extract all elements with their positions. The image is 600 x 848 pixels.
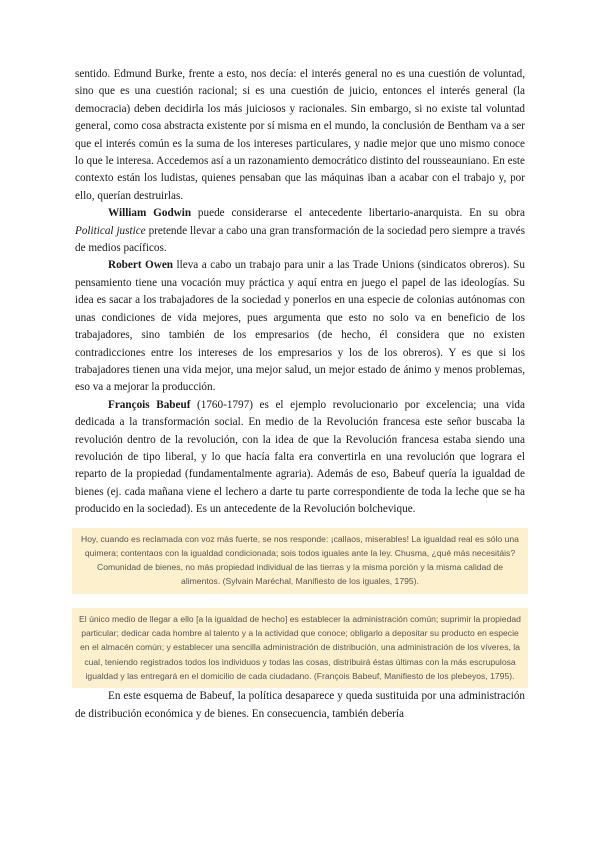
paragraph-burke-bentham: sentido. Edmund Burke, frente a esto, nos decía: el interés general no es una cuestión de voluntad, sino que es una cuestión racional; si es una cuestión de juicio, entonces el interés general (la democracia) deben decidirla los más juiciosos y racionales. Sin embargo, si no existe tal voluntad general, como cosa abstracta existente por sí misma en el mundo, la conclusión de Bentham va a ser que el interés común es la suma de los intereses particulares, y nadie mejor que uno mismo conoce lo que le interesa. Accedemos así a un razonamiento democrático distinto del rousseauniano. En este contexto están los ludistas, quienes pensaban que las máquinas iban a acabar con el trabajo y, por ello, querían destruirlas.: [75, 68, 525, 202]
babeuf-text: (1760-1797) es el ejemplo revolucionario por excelencia; una vida dedicada a la transformación social. En medio de la Revolución francesa este señor buscaba la revolución dentro de la revolución, con la idea de que la Revolución francesa estaba siendo una revolución de tipo liberal, y lo que hacía falta era convertirla en una revolución que lograra el reparto de la propiedad (fundamentalmente agraria). Además de eso, Babeuf quería la igualdad de bienes (ej. cada mañana viene el lechero a darte tu parte correspondiente de toda la leche que se ha producido en la sociedad). Es un antecedente de la Revolución bolchevique.: [75, 398, 525, 516]
godwin-work-title: Political justice: [75, 224, 146, 237]
page-content: [75, 66, 525, 723]
owen-name: Robert Owen: [108, 259, 174, 272]
godwin-text-a: puede considerarse el antecedente libertario-anarquista. En su obra: [191, 207, 525, 220]
quote-box-marechal: Hoy, cuando es reclamada con voz más fuerte, se nos responde: ¡callaos, miserables! La igualdad real es sólo una quimera; contentaos con la igualdad condicionada; sois todos iguales ante la ley. Chusma, ¿qué más necesitáis? Comunidad de bienes, no más propiedad individual de las tierras y la misma porción y la misma calidad de alimentos. (Sylvain Maréchal, Manifiesto de los iguales, 1795).: [72, 528, 528, 594]
paragraph-owen: [75, 257, 525, 396]
owen-text: lleva a cabo un trabajo para unir a las Trade Unions (sindicatos obreros). Su pensamiento tiene una vocación muy práctica y aquí entra en juego el papel de las ideologías. Su idea es sacar a los trabajadores de la sociedad y ponerlos en una especie de colonias autónomas con unas condiciones de vida mejores, pues argumenta que esto no solo va en beneficio de los trabajadores, sino también de los empresarios (de hecho, él considera que no existen contradicciones entre los intereses de los empresarios y los de los obreros). Y es que si los trabajadores tienen una vida mejor, una mejor salud, un mejor estado de ánimo y menos problemas, eso va a mejorar la producción.: [75, 259, 525, 394]
paragraph-babeuf-scheme: En este esquema de Babeuf, la política desaparece y queda sustituida por una administración de distribución económica y de bienes. En consecuencia, también debería: [75, 690, 525, 720]
babeuf-name: François Babeuf: [108, 398, 191, 411]
godwin-text-b: pretende llevar a cabo una gran transformación de la sociedad pero siempre a través de medios pacíficos.: [75, 224, 526, 255]
paragraph-babeuf: [75, 397, 525, 519]
paragraph-godwin: [75, 205, 525, 257]
quote-box-babeuf: El único medio de llegar a ello [a la igualdad de hecho] es establecer la administración común; suprimir la propiedad particular; dedicar cada hombre al talento y a la actividad que conoce; obligarlo a depositar su producto en especie en el almacén común; y establecer una sencilla administración de distribución, una administración de los víveres, la cual, teniendo registrados todos los individuos y todas las cosas, distribuirá éstas últimas con la más escrupulosa igualdad y las entregará en el domicilio de cada ciudadano. (François Babeuf, Manifiesto de los plebeyos, 1795).: [72, 608, 528, 688]
godwin-name: William Godwin: [108, 207, 192, 220]
